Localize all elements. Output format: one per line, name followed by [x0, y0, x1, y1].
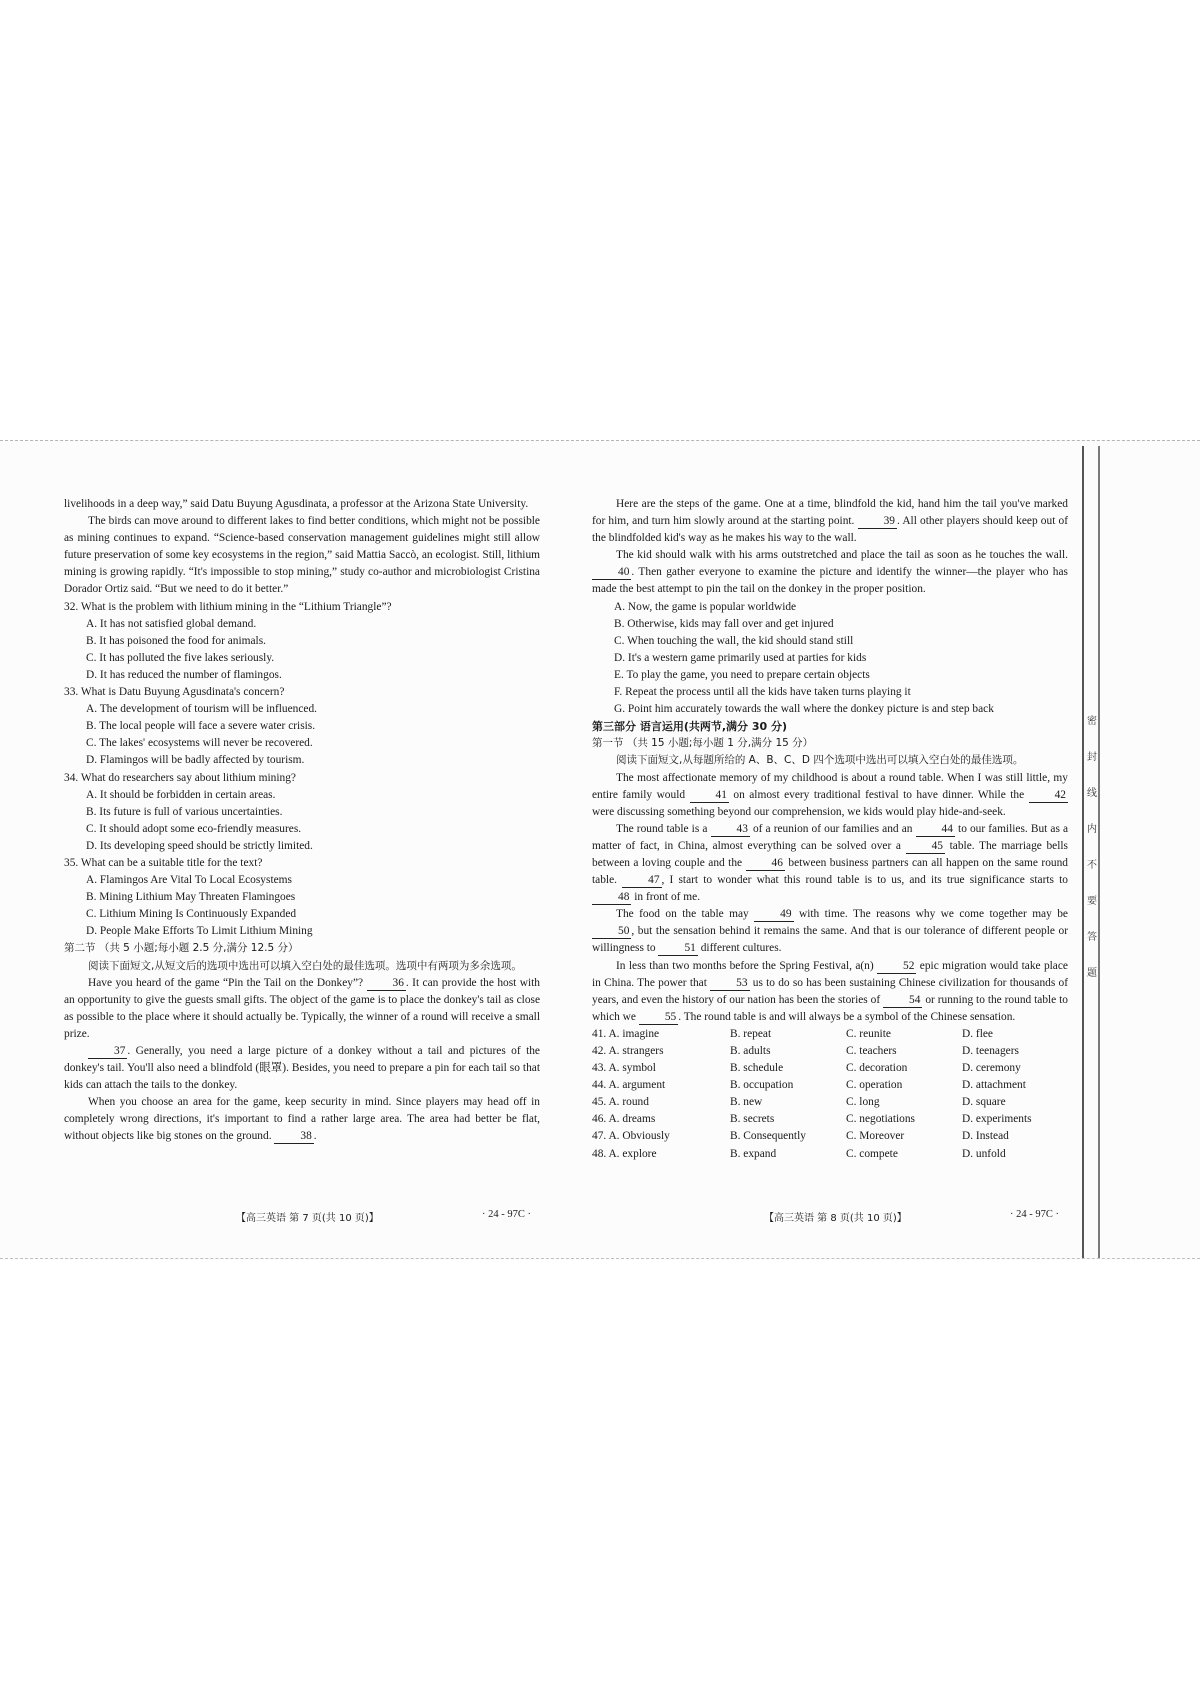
option: B. Its future is full of various uncertainties. — [86, 805, 283, 818]
blank-54: 54 — [883, 993, 922, 1008]
seal-char: 不 — [1087, 860, 1097, 871]
text: , I start to wonder what this round table is to us, and its true significance starts to — [661, 874, 1068, 887]
blank-38: 38 — [274, 1129, 313, 1144]
seal-line-text — [1085, 712, 1099, 1000]
option: B. Mining Lithium May Threaten Flamingoes — [86, 891, 296, 904]
blank-49: 49 — [754, 907, 793, 922]
choice: G. Point him accurately towards the wall where the donkey picture is and step back — [614, 703, 994, 716]
text: The food on the table may — [616, 908, 749, 921]
choice: D. It's a western game primarily used at parties for kids — [614, 651, 867, 664]
answer-option: B. schedule — [730, 1062, 784, 1075]
text: Have you heard of the game “Pin the Tail on the Donkey”? — [88, 976, 364, 989]
question-34 — [64, 770, 540, 855]
blank-48: 48 — [592, 890, 631, 905]
answer-option: D. unfold — [962, 1147, 1006, 1160]
cloze-paragraph — [592, 906, 1068, 957]
left-page-footer — [236, 1209, 379, 1224]
text: The kid should walk with his arms outstretched and place the tail as soon as he touches the wall. — [616, 549, 1068, 562]
passage-paragraph — [64, 1094, 540, 1145]
choice: C. When touching the wall, the kid should stand still — [614, 634, 854, 647]
blank-47: 47 — [622, 873, 661, 888]
option: D. People Make Efforts To Limit Lithium Mining — [86, 925, 313, 938]
section-1-title: 第一节 （共 15 小题;每小题 1 分,满分 15 分） — [592, 737, 814, 750]
option: D. It has reduced the number of flamingos. — [86, 668, 282, 681]
text: The most affectionate memory of my childhood is about a round table. When I was still little, my entire family would — [592, 771, 1068, 801]
right-column — [592, 496, 1068, 1163]
option: C. It should adopt some eco-friendly measures. — [86, 822, 302, 835]
text: When you choose an area for the game, keep security in mind. Since players may head off in completely wrong directions, it's important to find a rather large area. The area had better be flat, without objects like big stones on the ground. — [64, 1096, 540, 1143]
blank-46: 46 — [746, 856, 785, 871]
blank-39: 39 — [858, 514, 897, 529]
answer-option: B. secrets — [730, 1113, 775, 1126]
answer-option: B. occupation — [730, 1079, 794, 1092]
seal-char: 答 — [1087, 932, 1097, 943]
text: . The round table is and will always be a symbol of the Chinese sensation. — [678, 1010, 1016, 1023]
text: . — [313, 1130, 317, 1143]
text: . Generally, you need a large picture of a donkey without a tail and pictures of the donkey's tail. You'll also need a blindfold (眼罩). Besides, you need to prepare a pin for each tail so that kids can attach the tails to the donkey. — [64, 1045, 540, 1092]
answer-option: C. long — [846, 1096, 880, 1109]
answer-option: B. new — [730, 1096, 763, 1109]
option: B. It has poisoned the food for animals. — [86, 634, 267, 647]
seal-char: 要 — [1087, 896, 1097, 907]
answer-option: D. flee — [962, 1027, 993, 1040]
text: table. The marriage bells between a loving couple and the — [592, 839, 1068, 869]
answer-row — [592, 1043, 1068, 1060]
page-number-label: 【高三英语 第 7 页(共 10 页)】 — [236, 1213, 379, 1224]
blank-36: 36 — [367, 976, 406, 991]
section-1-instruction: 阅读下面短文,从每题所给的 A、B、C、D 四个选项中选出可以填入空白处的最佳选项。 — [616, 754, 1024, 767]
option: B. The local people will face a severe water crisis. — [86, 720, 316, 733]
answer-row — [592, 1111, 1068, 1128]
text: or running to the round table to which we — [592, 993, 1068, 1023]
blank-55: 55 — [639, 1010, 678, 1025]
cloze-paragraph — [592, 770, 1068, 821]
text: different cultures. — [700, 942, 782, 955]
blank-37: 37 — [88, 1044, 127, 1059]
question-stem: 34. What do researchers say about lithium mining? — [64, 771, 296, 784]
seal-char: 封 — [1087, 752, 1097, 763]
seal-char: 题 — [1087, 968, 1097, 979]
right-page-footer — [764, 1209, 907, 1224]
answer-option: C. reunite — [846, 1027, 891, 1040]
text: with time. The reasons why we come together may be — [798, 908, 1068, 921]
answer-option: D. Instead — [962, 1130, 1009, 1143]
passage-paragraph — [592, 547, 1068, 598]
answer-option: B. expand — [730, 1147, 777, 1160]
option: A. It should be forbidden in certain areas. — [86, 788, 276, 801]
answer-option: C. compete — [846, 1147, 898, 1160]
answer-option: B. repeat — [730, 1027, 772, 1040]
cloze-paragraph — [592, 821, 1068, 906]
right-footer-code — [1010, 1209, 1059, 1220]
answer-option: 45. A. round — [592, 1096, 649, 1109]
answer-option: B. Consequently — [730, 1130, 806, 1143]
seal-char: 密 — [1087, 716, 1097, 727]
answer-row — [592, 1060, 1068, 1077]
blank-50: 50 — [592, 924, 631, 939]
option: A. The development of tourism will be influenced. — [86, 703, 318, 716]
answer-option: D. teenagers — [962, 1045, 1019, 1057]
answer-option: D. attachment — [962, 1079, 1026, 1092]
left-column — [64, 496, 540, 1146]
text: of a reunion of our families and an — [752, 822, 913, 835]
passage-paragraph — [64, 975, 540, 1043]
option: D. Flamingos will be badly affected by tourism. — [86, 754, 305, 767]
choice: F. Repeat the process until all the kids have taken turns playing it — [614, 686, 911, 699]
answer-option: 46. A. dreams — [592, 1113, 656, 1126]
choice: A. Now, the game is popular worldwide — [614, 600, 797, 613]
answer-row — [592, 1128, 1068, 1145]
choice: B. Otherwise, kids may fall over and get injured — [614, 617, 834, 630]
seal-char: 线 — [1087, 788, 1097, 799]
answer-option: B. adults — [730, 1045, 771, 1057]
answer-option: C. operation — [846, 1079, 903, 1092]
text: , but the sensation behind it remains the same. And that is our tolerance of different people or willingness to — [592, 925, 1068, 955]
text: us to do so has been sustaining Chinese civilization for thousands of years, and even the history of our nation has been the stories of — [592, 976, 1068, 1006]
answer-option: D. square — [962, 1096, 1006, 1109]
blank-53: 53 — [710, 976, 749, 991]
answer-option: 41. A. imagine — [592, 1027, 660, 1040]
question-stem: 35. What can be a suitable title for the text? — [64, 856, 263, 869]
passage-line: livelihoods in a deep way,” said Datu Buyung Agusdinata, a professor at the Arizona State University. — [64, 498, 529, 510]
answer-row — [592, 1094, 1068, 1111]
bottom-dashed-rule — [0, 1258, 1200, 1259]
passage-paragraph: The birds can move around to different lakes to find better conditions, which might not be possible as mining continues to expand. “Science-based conservation management guidelines might still allow future preservation of some key ecosystems in the region,” said Mattia Saccò, an ecologist. Still, lithium mining is growing rapidly. “It's impossible to stop mining,” study co-author and microbiologist Cristina Dorador Ortiz said. “But we need to do it better.” — [64, 515, 540, 596]
blank-40: 40 — [592, 565, 631, 580]
answer-option: C. Moreover — [846, 1130, 905, 1143]
text: . All other players should keep out of the blindfolded kid's way as he makes his way to the wall. — [592, 515, 1068, 545]
answer-option: 43. A. symbol — [592, 1062, 656, 1075]
passage-paragraph — [64, 1043, 540, 1094]
choice: E. To play the game, you need to prepare certain objects — [614, 668, 870, 681]
answer-option: 48. A. explore — [592, 1147, 657, 1160]
part-3-title: 第三部分 语言运用(共两节,满分 30 分) — [592, 720, 788, 734]
paper-code: · 24 - 97C · — [1010, 1209, 1059, 1220]
text: between business partners can all happen on the same round table. — [592, 856, 1068, 887]
answer-row — [592, 1077, 1068, 1094]
answer-option: C. decoration — [846, 1062, 908, 1075]
text: . It can provide the host with an opportunity to give the guests small gifts. The object of the game is to place the donkey's tail as close as possible to the place where it should actually be. Typically, the winner of a round will receive a small prize. — [64, 976, 540, 1040]
seal-char: 内 — [1087, 824, 1097, 835]
text: were discussing something beyond our comprehension, we kids would play hide-and-seek. — [592, 805, 1006, 818]
option: C. Lithium Mining Is Continuously Expanded — [86, 908, 297, 921]
option: C. The lakes' ecosystems will never be recovered. — [86, 737, 313, 750]
blank-45: 45 — [906, 839, 945, 854]
text: epic migration would take place in China. The power that — [592, 959, 1068, 989]
option: D. Its developing speed should be strictly limited. — [86, 839, 313, 852]
paper-code: · 24 - 97C · — [482, 1209, 531, 1220]
section-2-instruction: 阅读下面短文,从短文后的选项中选出可以填入空白处的最佳选项。选项中有两项为多余选项。 — [88, 959, 522, 972]
text: The round table is a — [616, 822, 708, 835]
question-stem: 32. What is the problem with lithium mining in the “Lithium Triangle”? — [64, 600, 392, 613]
blank-52: 52 — [877, 959, 916, 974]
answer-option: D. experiments — [962, 1113, 1032, 1126]
text: to our families. But as a matter of fact, in China, almost everything can be solved over a — [592, 822, 1069, 852]
top-dashed-rule — [0, 440, 1200, 441]
page-number-label: 【高三英语 第 8 页(共 10 页)】 — [764, 1213, 907, 1224]
answer-option: D. ceremony — [962, 1062, 1021, 1075]
answer-option: C. teachers — [846, 1045, 897, 1057]
answer-row — [592, 1146, 1068, 1163]
answer-option: C. negotiations — [846, 1113, 915, 1126]
blank-41: 41 — [690, 788, 729, 803]
text: Here are the steps of the game. One at a time, blindfold the kid, hand him the tail you've marked for him, and turn him slowly around at the starting point. — [592, 498, 1068, 528]
answer-option: 47. A. Obviously — [592, 1130, 670, 1143]
blank-44: 44 — [916, 822, 955, 837]
question-33 — [64, 684, 540, 769]
answer-option: 44. A. argument — [592, 1079, 666, 1092]
passage-paragraph — [592, 496, 1068, 547]
option: A. It has not satisfied global demand. — [86, 617, 257, 630]
answer-option: 42. A. strangers — [592, 1045, 664, 1057]
answer-options — [592, 1026, 1068, 1163]
question-stem: 33. What is Datu Buyung Agusdinata's concern? — [64, 686, 285, 699]
blank-51: 51 — [658, 941, 697, 956]
blank-42: 42 — [1029, 788, 1068, 803]
left-footer-code — [482, 1209, 531, 1220]
cloze-paragraph — [592, 958, 1068, 1026]
text: . Then gather everyone to examine the picture and identify the winner—the player who has made the best attempt to pin the tail on the donkey in the proper position. — [592, 566, 1068, 596]
question-35 — [64, 855, 540, 940]
answer-row — [592, 1026, 1068, 1043]
option: A. Flamingos Are Vital To Local Ecosystems — [86, 874, 292, 887]
option: C. It has polluted the five lakes seriously. — [86, 651, 275, 664]
text: in front of me. — [634, 891, 701, 904]
text: In less than two months before the Spring Festival, a(n) — [616, 959, 874, 972]
section-2-title: 第二节 （共 5 小题;每小题 2.5 分,满分 12.5 分） — [64, 942, 299, 955]
text: on almost every traditional festival to have dinner. While the — [733, 788, 1025, 801]
blank-43: 43 — [711, 822, 750, 837]
question-32 — [64, 599, 540, 684]
